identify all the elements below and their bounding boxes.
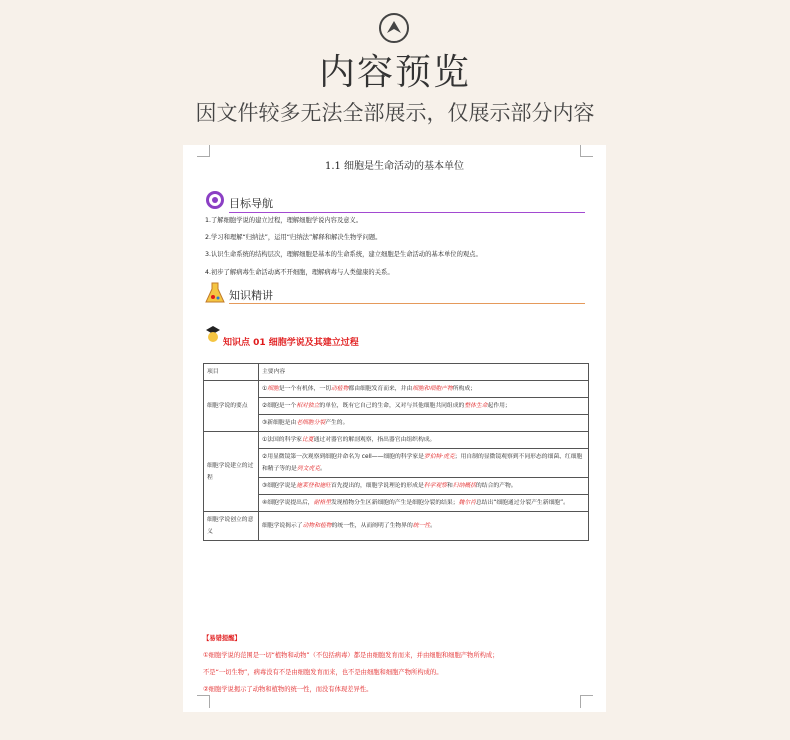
page-title: 内容预览 [318, 52, 471, 93]
cell-highlight: 整体生命 [464, 403, 488, 409]
tips-line: ①细胞学说的范围是一切“植物和动物”（不包括病毒）都是由细胞发育而来，并由细胞和细胞产物所构成； [203, 652, 499, 659]
cell-highlight: 归纳概括 [452, 483, 476, 489]
objective-item: 3.认识生命系统的结构层次，理解细胞是基本的生命系统，建立细胞是生命活动的基本单位的观点。 [205, 251, 482, 258]
cell-text: 的单位，既有它自己的生命，又对与其他细胞共同组成的 [319, 403, 465, 409]
crop-mark [580, 145, 593, 157]
crop-mark [197, 145, 210, 157]
cell-text: ；用自制的显微镜观察到不同形态的细菌、红细胞和精子等的是 [262, 454, 583, 472]
cell-highlight: 相对独立 [296, 403, 320, 409]
cell-highlight: 施莱登和施旺 [296, 483, 331, 489]
cell-text: 都由细胞发育而来，并由 [348, 386, 413, 392]
cell-text: ②细胞是一个 [262, 403, 297, 409]
table-row [204, 398, 589, 415]
objective-item: 2.学习和理解“归纳法”，运用“归纳法”解释和解决生物学问题。 [205, 234, 382, 241]
table-group-label: 细胞学说创立的意义 [204, 512, 259, 541]
objective-item: 1.了解细胞学说的建立过程，理解细胞学说内容及意义。 [205, 217, 363, 224]
cell-highlight: 统一性 [412, 523, 431, 529]
cell-text: 细胞学说揭示了 [262, 523, 303, 529]
table-header: 项目 [204, 364, 259, 381]
document-preview [183, 145, 606, 712]
cell-highlight: 动物和植物 [302, 523, 332, 529]
cell-text: ③新细胞是由 [262, 420, 297, 426]
student-icon [205, 325, 221, 345]
cell-text: 和 [446, 483, 453, 489]
table-header: 主要内容 [259, 364, 589, 381]
table-cell [259, 449, 589, 478]
cell-text: 的结合的产物。 [475, 483, 517, 489]
cell-text: 总结出“细胞通过分裂产生新细胞”。 [475, 500, 569, 506]
section-divider [229, 212, 585, 213]
cell-text: 。 [320, 466, 326, 472]
section-heading-goals: 目标导航 [229, 197, 273, 210]
cell-highlight: 罗伯特·虎克 [423, 454, 455, 460]
cell-text: 产生的。 [325, 420, 349, 426]
cell-highlight: 细胞和细胞产物 [412, 386, 453, 392]
section-divider [229, 303, 585, 304]
table-cell [259, 381, 589, 398]
table-group-label: 细胞学说建立的过程 [204, 432, 259, 512]
cell-text: 。 [430, 523, 436, 529]
cell-text: ①法国的科学家 [262, 437, 302, 443]
cell-highlight: 细胞 [267, 386, 279, 392]
objective-item: 4.初步了解病毒生命活动离不开细胞，理解病毒与人类健康的关系。 [205, 269, 394, 276]
cell-text: ③细胞学说是 [262, 483, 297, 489]
table-cell [259, 512, 589, 541]
table-row [204, 432, 589, 449]
up-arrow-circle-icon [378, 12, 410, 44]
cell-highlight: 魏尔肖 [458, 500, 476, 506]
cell-highlight: 列文虎克 [296, 466, 320, 472]
cell-highlight: 比夏 [301, 437, 314, 443]
table-cell [259, 432, 589, 449]
page-subtitle: 因文件较多无法全部展示，仅展示部分内容 [195, 101, 595, 125]
flask-icon [205, 282, 225, 304]
crop-mark [197, 695, 210, 708]
tips-line: ②细胞学说揭示了动物和植物的统一性，而没有体现差异性。 [203, 686, 373, 693]
knowledge-table [203, 363, 589, 541]
cell-text: 发现植物分生区新细胞的产生是细胞分裂的结果； [330, 500, 459, 506]
table-row [204, 449, 589, 478]
table-row [204, 478, 589, 495]
table-group-label: 细胞学说的要点 [204, 381, 259, 432]
cell-text: ④细胞学说提出后， [262, 500, 314, 506]
cell-text: 所构成； [452, 386, 476, 392]
cell-highlight: 科学观察 [423, 483, 447, 489]
cell-text: ②用显微镜第一次观察到细胞并命名为 cell——细胞的科学家是 [262, 454, 424, 460]
cell-highlight: 动植物 [331, 386, 349, 392]
section-heading-knowledge: 知识精讲 [229, 289, 273, 302]
cell-text: ① [262, 386, 268, 392]
cell-highlight: 耐格里 [313, 500, 331, 506]
target-icon [205, 190, 225, 210]
table-row [204, 364, 589, 381]
table-cell [259, 398, 589, 415]
table-row [204, 495, 589, 512]
table-row [204, 415, 589, 432]
document-title: 1.1 细胞是生命活动的基本单位 [324, 161, 465, 172]
cell-text: 是一个有机体，一切 [278, 386, 331, 392]
tips-heading: 【易错提醒】 [203, 635, 241, 642]
crop-mark [580, 695, 593, 708]
cell-text: 的统一性，从而阐明了生物界的 [331, 523, 413, 529]
knowledge-point-title: 知识点 01 细胞学说及其建立过程 [223, 338, 359, 348]
table-row [204, 512, 589, 541]
cell-text: 起作用； [487, 403, 511, 409]
cell-text: 通过对器官的解剖观察，指出器官由组织构成。 [313, 437, 436, 443]
table-row [204, 381, 589, 398]
cell-highlight: 老细胞分裂 [296, 420, 326, 426]
cell-text: 首先提出的，细胞学说理论的形成是 [330, 483, 424, 489]
table-cell [259, 415, 589, 432]
table-cell [259, 495, 589, 512]
table-cell [259, 478, 589, 495]
tips-line: 不是“一切生物”，病毒没有不是由细胞发育而来，也不是由细胞和细胞产物所构成的。 [203, 669, 443, 676]
